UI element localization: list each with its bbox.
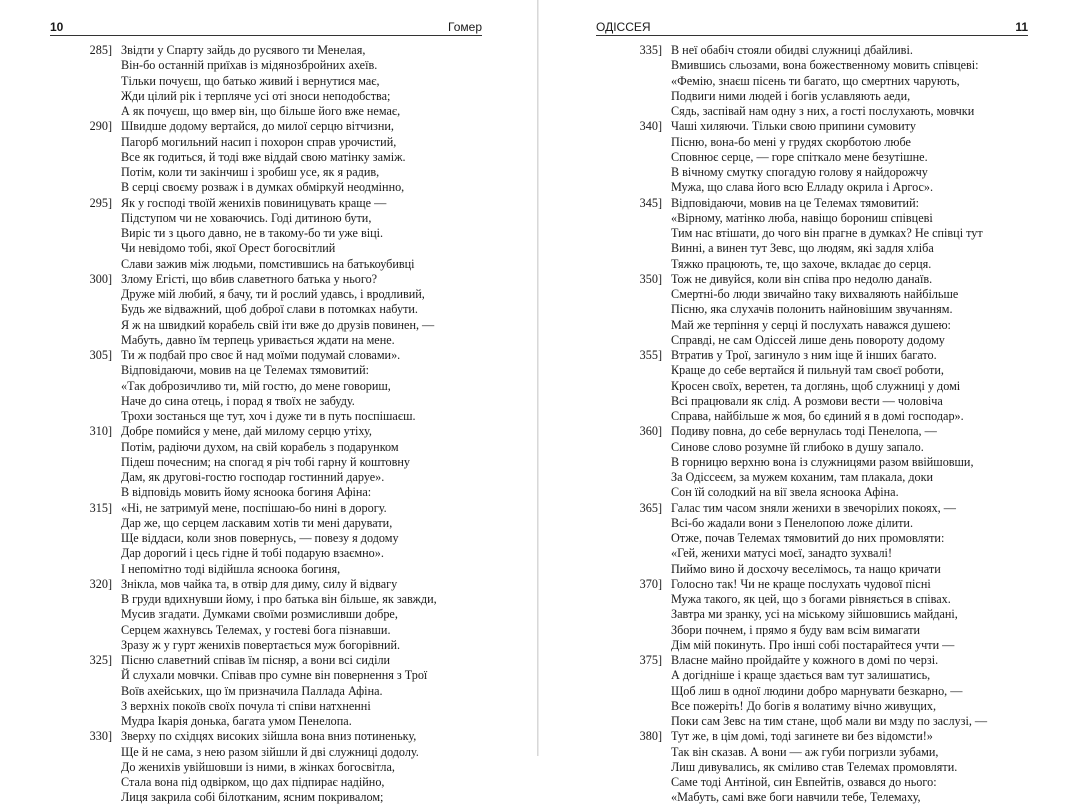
verse-text: До женихів увійшовши із ними, в жінках богосвітла, xyxy=(121,759,395,774)
verse-text: Тяжко працюють, те, що захоче, вкладає до серця. xyxy=(671,256,932,271)
verse-text: Пагорб могильний насип і похорон справ урочистий, xyxy=(121,134,397,149)
verse-text: Подиву повна, до себе вернулась тоді Пенелопа, — xyxy=(671,424,937,439)
line-number: 305] xyxy=(89,348,112,362)
verse-text: Зверху по східцях високих зійшла вона вниз потиненьку, xyxy=(121,729,417,744)
verse-text: В серці своєму розваж і в думках обміркуй неодмінно, xyxy=(121,180,405,195)
verse-text: В горницю верхню вона із служницями разом ввійшовши, xyxy=(671,454,974,469)
verse-text: Як у господі твоїй женихів повиницувать краще — xyxy=(121,195,387,210)
verse-text: Чи невідомо тобі, якої Орест богосвітлий xyxy=(121,241,336,256)
verse-text: Кросен своїх, веретен, та доглянь, щоб служниці у домі xyxy=(671,378,961,393)
verse-text: Будь же відважний, щоб доброї слави в потомках набути. xyxy=(121,302,418,317)
line-number: 320] xyxy=(89,576,112,591)
verse-text: Дар же, що серцем ласкавим хотів ти мені дарувати, xyxy=(121,515,393,530)
verse-text: Все пожеріть! До богів я волатиму вічно живущих, xyxy=(671,698,937,713)
verse-text: Він-бо останній приїхав із мідянозбройних ахеїв. xyxy=(121,58,378,73)
verse-text: Синове слово розумне їй глибоко в душу запало. xyxy=(671,439,924,454)
verse-text: «Так доброзичливо ти, мій гостю, до мене говориш, xyxy=(121,378,391,393)
verse-text: Тим нас втішати, до чого він прагне в думках? Не співці тут xyxy=(671,226,983,240)
verse-text: Пісню, яка слухачів полонить найновішим звучанням. xyxy=(671,302,953,317)
verse-text: Саме тоді Антіной, син Евпейтів, озвався до нього: xyxy=(671,775,937,789)
verse-text: Зразу ж у гурт женихів повертається муж богорівний. xyxy=(121,637,401,652)
left-page-number: 10 xyxy=(50,20,64,34)
verse-text: Поки сам Зевс на тим стане, щоб мали ви мзду по заслузі, — xyxy=(671,714,988,728)
verse-text: Збори почнем, і прямо я буду вам всім вимагати xyxy=(671,622,921,637)
verse-text: Мужа, що слава його всю Елладу окрила і Аргос». xyxy=(671,180,934,195)
verse-text: Все як годиться, й тоді вже віддай свою матінку заміж. xyxy=(121,149,406,164)
line-number: 380] xyxy=(639,729,662,744)
verse-text: Всі працювали як слід. А розмови вести — чоловіча xyxy=(671,393,943,408)
verse-text: Мусив згадати. Думками своїми розмисливши добре, xyxy=(121,607,398,622)
line-number: 340] xyxy=(639,119,662,134)
verse-text: А догідніше і краще здається вам тут залишатись, xyxy=(671,668,931,683)
verse-text: В вічному смутку спогадую голову я найдорожчу xyxy=(671,165,928,179)
line-number: 300] xyxy=(89,271,112,286)
verse-text: Й слухали мовчки. Співав про сумне він повернення з Трої xyxy=(121,668,428,683)
verse-text: Втратив у Трої, загинуло з ним іще й інших багато. xyxy=(671,348,937,362)
verse-text: Сповнює серце, — горе спіткало мене безутішне. xyxy=(671,149,928,164)
line-number: 290] xyxy=(89,119,112,134)
verse-text: Ще віддаси, коли знов повернусь, — повезу я додому xyxy=(121,531,399,545)
line-number: 350] xyxy=(639,271,662,286)
verse-text: Мабуть, давно їм терпець уривається ждати на мене. xyxy=(121,332,395,347)
verse-text: Вмившись сльозами, вона божественному мовить співцеві: xyxy=(671,58,979,73)
verse-text: Потім, радіючи духом, на свій корабель з подарунком xyxy=(121,439,399,454)
line-number: 315] xyxy=(89,500,112,515)
verse-text: «Фемію, знаєш пісень ти багато, що смертних чарують, xyxy=(671,73,960,88)
verse-text: Наче до сина отець, і порад я твоїх не забуду. xyxy=(121,393,355,408)
verse-text: За Одіссеєм, за мужем коханим, там плакала, доки xyxy=(671,470,934,484)
verse-text: Жди цілий рік і терпляче усі оті зноси неподобства; xyxy=(121,88,391,103)
verse-text: Дар дорогий і цесь гідне й тобі подарую взаємно». xyxy=(121,546,384,561)
verse-text: Ти ж подбай про своє й над моїми подумай словами». xyxy=(121,348,401,362)
verse-text: І непомітно тоді відійшла ясноока богиня, xyxy=(121,561,341,576)
verse-text: Голосно так! Чи не краще послухать чудової пісні xyxy=(671,576,931,591)
verse-text: Слави зажив між людьми, помстившись на батькоубивці xyxy=(121,256,415,271)
verse-text: Щоб лиш в одної людини добро марнувати безкарно, — xyxy=(671,683,963,698)
right-running-title: ОДІССЕЯ xyxy=(596,20,651,34)
verse-text: Тільки почуєш, що батько живий і вернутися має, xyxy=(121,73,380,88)
verse-text: Отже, почав Телемах тямовитий до них промовляти: xyxy=(671,531,945,545)
verse-text: Подвиги ними людей і богів уславляють аеди, xyxy=(671,88,911,103)
verse-text: Так він сказав. А вони — аж губи погризли зубами, xyxy=(671,744,939,759)
verse-text: Пісню славетний співав їм пісняр, а вони всі сиділи xyxy=(121,653,391,667)
verse-text: Дам, як другові-гостю господар гостинний даруе». xyxy=(121,470,385,484)
verse-text: Добре помийся у мене, дай милому серцю утіху, xyxy=(121,424,372,439)
verse-text: Знікла, мов чайка та, в отвір для диму, силу й відвагу xyxy=(121,576,398,591)
line-number: 325] xyxy=(89,653,112,667)
line-number: 330] xyxy=(89,729,112,744)
verse-text: Мудра Ікарія донька, багата умом Пенелопа. xyxy=(121,714,352,728)
verse-text: Пиймо вино й досхочу веселімось, та нащо кричати xyxy=(671,561,941,576)
line-number: 285] xyxy=(89,43,112,57)
verse-text: Чаші хиляючи. Тільки свою припини сумовиту xyxy=(671,119,916,134)
line-number: 345] xyxy=(639,195,662,210)
header-rule xyxy=(50,35,482,36)
verse-text: Підступом чи не ховаючись. Годі дитиною бути, xyxy=(121,210,372,225)
verse-text: Виріс ти з цього давно, не в такому-бо ти уже віці. xyxy=(121,226,384,240)
line-number: 310] xyxy=(89,424,112,439)
right-page xyxy=(539,0,1075,805)
left-page-header xyxy=(50,20,482,38)
verse-text: З верхніх покоїв своїх почула ті співи натхненні xyxy=(121,698,371,713)
verse-text: Мужа такого, як цей, що з богами рівняється в співах. xyxy=(671,592,951,606)
verse-text: Тож не дивуйся, коли він співа про недолю данаїв. xyxy=(671,271,933,286)
verse-text: Серцем жахнувсь Телемах, у гостеві бога пізнавши. xyxy=(121,622,391,637)
verse-text: Лиш дивувались, як сміливо став Телемах промовляти. xyxy=(671,759,958,774)
line-number: 370] xyxy=(639,576,662,591)
line-number: 365] xyxy=(639,500,662,515)
verse-text: Злому Егісті, що вбив славетного батька у нього? xyxy=(121,271,378,286)
line-number: 335] xyxy=(639,43,662,57)
header-rule xyxy=(596,35,1028,36)
verse-text: Лиця закрила собі білотканим, ясним покривалом; xyxy=(121,790,384,805)
verse-text: «Вірному, матінко люба, навіщо борониш співцеві xyxy=(671,210,933,225)
verse-text: «Ні, не затримуй мене, поспішаю-бо нині в дорогу. xyxy=(121,500,387,515)
verse-text: Галас тим часом зняли женихи в звечорілих покоях, — xyxy=(671,500,956,515)
verse-text: Я ж на швидкий корабель свій іти вже до друзів повинен, — xyxy=(121,317,435,332)
line-number: 360] xyxy=(639,424,662,439)
verse-text: В неї обабіч стояли обидві служниці дбайливі. xyxy=(671,43,913,57)
verse-text: Краще до себе вертайся й пильнуй там своєї роботи, xyxy=(671,363,944,378)
verse-text: Підеш почесним; на спогад я річ тобі гарну й коштовну xyxy=(121,454,410,469)
verse-text: Пісню, вона-бо мені у грудях скорботою любе xyxy=(671,134,911,149)
verse-text: Всі-бо жадали вони з Пенелопою ложе ділити. xyxy=(671,515,913,530)
verse-text: Швидше додому вертайся, до милої серцю вітчизни, xyxy=(121,119,394,134)
verse-text: Ще й не сама, з нею разом зійшли й дві служниці додолу. xyxy=(121,744,419,759)
verse-text: Сон їй солодкий на вії звела ясноока Афіна. xyxy=(671,485,899,500)
left-running-title: Гомер xyxy=(448,20,482,34)
verse-text: Смертні-бо люди звичайно таку вихваляють найбільше xyxy=(671,287,959,301)
verse-text: Відповідаючи, мовив на це Телемах тямовитий: xyxy=(121,363,369,378)
verse-text: Стала вона під одвірком, що дах підпирає надійно, xyxy=(121,775,385,789)
verse-text: В відповідь мовить йому ясноока богиня Афіна: xyxy=(121,485,372,500)
verse-text: Дім мій покинуть. Про інші собі постарайтеся учти — xyxy=(671,637,955,652)
verse-text: Завтра ми зранку, усі на міському зійшовшись майдані, xyxy=(671,607,958,622)
verse-text: Справді, не сам Одіссей лише день повороту додому xyxy=(671,332,945,347)
verse-text: А як почуєш, що вмер він, що більше його вже немає, xyxy=(121,104,401,118)
verse-text: Май же терпіння у серці й послухать наважся душею: xyxy=(671,317,951,332)
left-page xyxy=(0,0,538,805)
verse-text: Друже мій любий, я бачу, ти й рослий удавсь, і вродливий, xyxy=(121,287,425,301)
right-page-number: 11 xyxy=(1015,20,1028,34)
verse-text: Звідти у Спарту зайдь до русявого ти Менелая, xyxy=(121,43,366,57)
line-number: 355] xyxy=(639,348,662,362)
verse-text: Тут же, в цім домі, тоді загинете ви без відомсти!» xyxy=(671,729,933,744)
verse-text: Власне майно пройдайте у кожного в домі по черзі. xyxy=(671,653,939,667)
verse-text: «Мабуть, самі вже боги навчили тебе, Телемаху, xyxy=(671,790,921,805)
verse-text: Трохи зостанься ще тут, хоч і дуже ти в путь поспішаєш. xyxy=(121,409,416,423)
verse-text: Винні, а винен тут Зевс, що людям, які задля хліба xyxy=(671,241,934,256)
verse-text: В груди вдихнувши йому, і про батька він більше, як завжди, xyxy=(121,592,437,606)
line-number: 295] xyxy=(89,195,112,210)
verse-text: Воїв ахейських, що їм призначила Паллада Афіна. xyxy=(121,683,383,698)
verse-text: Відповідаючи, мовив на це Телемах тямовитий: xyxy=(671,195,919,210)
right-page-header xyxy=(596,20,1028,38)
verse-text: Потім, коли ти закінчиш і зробиш усе, як я радив, xyxy=(121,165,380,179)
verse-text: «Гей, женихи матусі моєї, занадто зухвалі! xyxy=(671,546,892,561)
verse-text: Справа, найбільше ж моя, бо єдиний я в домі господар». xyxy=(671,409,964,423)
verse-text: Сядь, заспівай нам одну з них, а гості послухають, мовчки xyxy=(671,104,975,118)
line-number: 375] xyxy=(639,653,662,667)
